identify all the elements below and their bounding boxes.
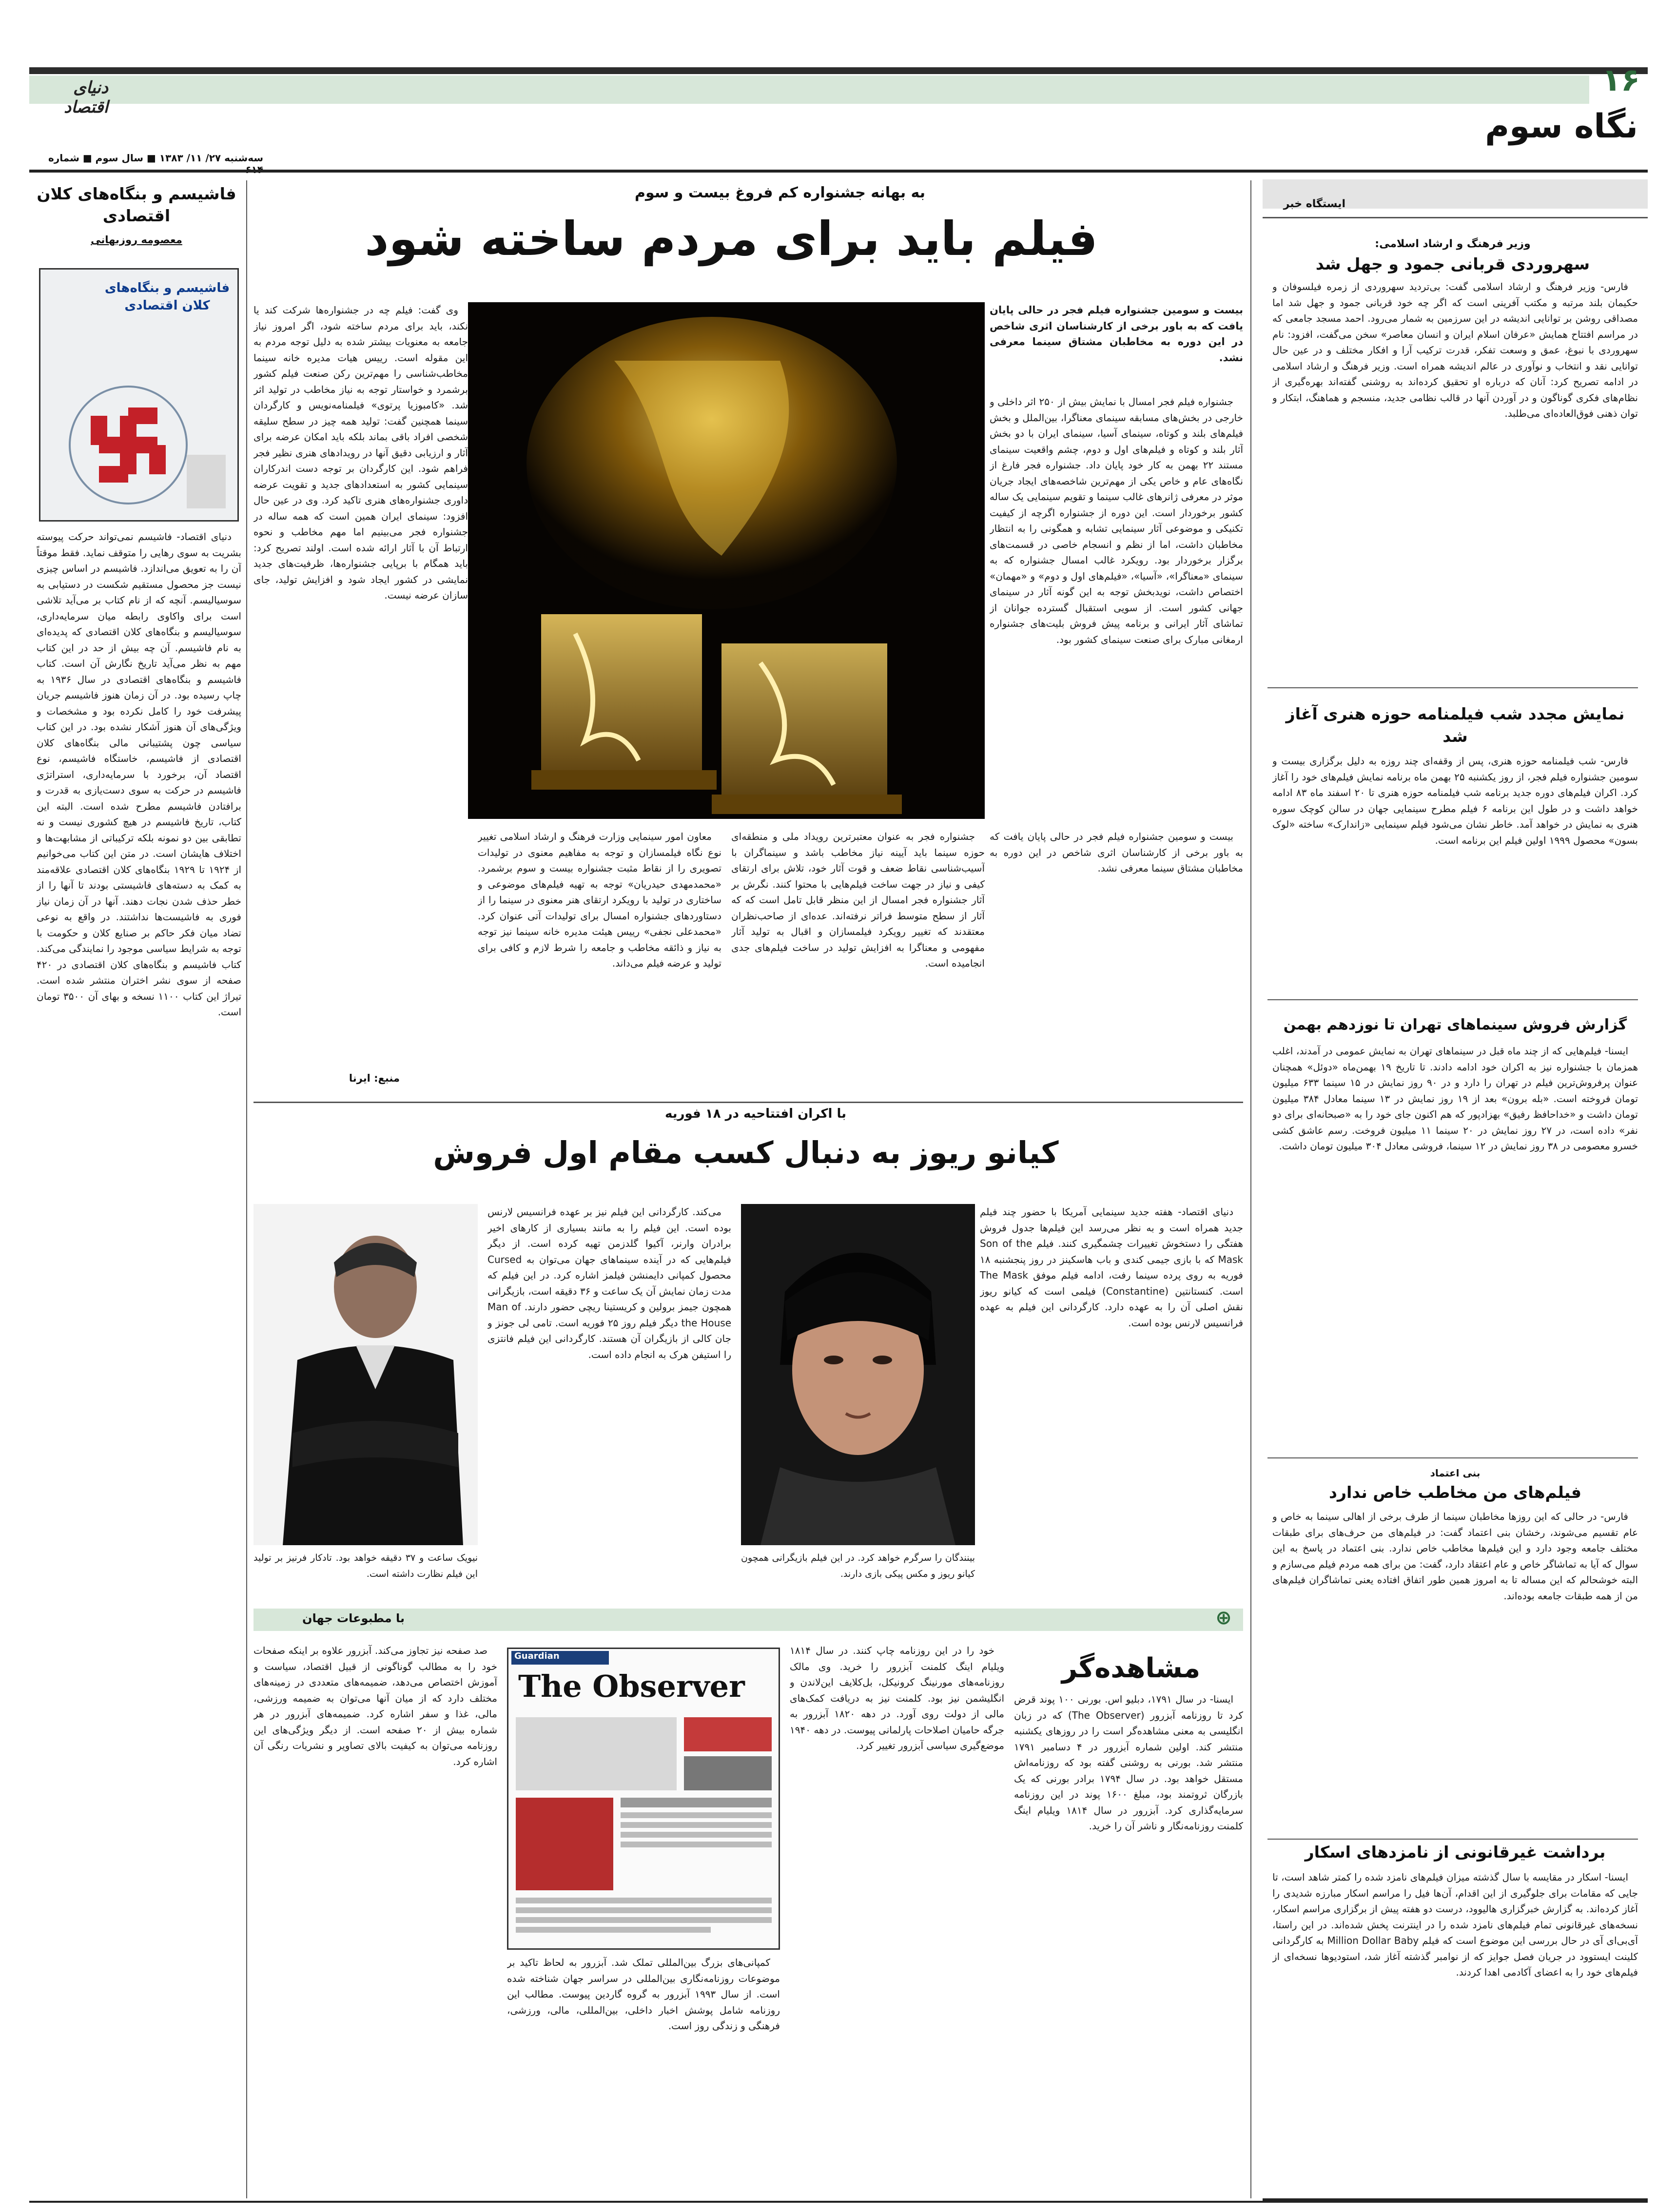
news-divider [1267,1457,1638,1458]
main-lead [990,302,1243,392]
crystal-simorgh-trophy-photo [468,302,985,819]
book-cover-title: فاشیسم و بنگاه‌های کلان اقتصادی [104,281,230,313]
world-col-1-text: ایسنا- در سال ۱۷۹۱، دبلیو اس. بورنی ۱۰۰ پوند قرض کرد تا روزنامه آبزرور (The Observer) که در زبان انگلیسی به معنی مشاهده‌گر است را در روزهای یکشنبه منتشر کند. اولین شماره آبزرور در ۴ دسامبر ۱۷۹۱ منتشر شد. بورنی به روشنی گفته بود که روزنامه‌اش مستقل خواهد بود. در سال ۱۷۹۴ برادر بورنی که یک بازرگان ثروتمند بود، مبلغ ۱۶۰۰ پوند در این روزنامه سرمایه‌گذاری کرد. آبزرور در سال ۱۸۱۴ ویلیام اینگ کلمنت روزنامه‌نگار و ناشر آن را خرید. [1014,1693,1243,1832]
tommy-photo [253,1204,478,1545]
caption-right [741,1550,975,1594]
news-paragraph: فارس- وزیر فرهنگ و ارشاد اسلامی گفت: بی‌تردید سهروردی از زمره فیلسوفان و حکیمان بلند مرتبه و مکتب آفرینی است که اگر چه خود قربانی جمود و جهل شد اما مصداقی روشن بر توانایی اندیشه در این سرزمین به شمار می‌رود. احمد مسجد جامعی که در مراسم افتتاح همایش «عرفان اسلام ایران و انسان معاصر» سخن می‌گفت، افزود: نام سهروردی با نبوغ، عمق و وسعت تفکر، قدرت ترکیب آرا و افکار مختلف و در عین حال توانایی نقد و انتخاب و نوآوری در عالم اندیشه همراه است. وزیر فرهنگ و ارشاد اسلامی در ادامه تصریح کرد: آنان که درباره او تحقیق کرده‌اند به روشنی گفته‌اند بهره‌گیری از نظام‌های فکری گوناگون و در آوردن آنها در قالب نظامی جدید، منسجم و هماهنگ، ابتکار و توان ذهنی فوق‌العاده‌ای می‌طلبد. [1272,281,1638,419]
world-col-1 [1014,1691,1243,2198]
observer-front-page [507,1648,780,1950]
news-kicker: وزیر فرهنگ و ارشاد اسلامی: [1375,238,1531,250]
column-separator [246,180,247,2198]
main-col-2-text: جشنواره فجر به عنوان معتبرترین رویداد ملی و منطقه‌ای حوزه سینما باید آیینه نیاز مخاطب باشد و سینماگران با آسیب‌شناسی نقاط ضعف و قوت آثار خود، تلاش برای ارتقای کیفی و نیاز در جهت ساخت فیلم‌هایی با محتوا کنند. نگرش بر آثار جشنواره فجر امسال از این منظر قابل تامل است که که آثار از سطح متوسط فراتر نرفته‌اند. عده‌ای از صاحب‌نظران معتقدند که تغییر رویکرد فیلمسازان و اقبال به تولید آثار مفهومی و معناگرا به افزایش تولید در ساخت فیلم‌های جدی انجامیده است. [731,831,985,969]
masthead-green-strip [29,76,1589,117]
news-paragraph: فارس- در حالی که این روزها مخاطبان سینما از طرف برخی از اهالی سینما به خاص و عام تقسیم می‌شوند، رخشان بنی اعتماد گفت: در فیلم‌های من حرف‌های برای طبقات مختلف جامعه وجود دارد و این فیلم‌ها مخاطب خاص ندارد. بنی اعتماد در پاسخ به این سوال که آیا به تماشاگر خاص و عام اعتقاد دارد، گفت: من برای همه مردم فیلم می‌سازم و البته خوشحالم که این مساله تا به امروز همین طور اتفاق افتاده یعنی تماشاگران فیلم‌های من از همه طبقات جامعه بوده‌اند. [1272,1511,1638,1602]
main-source: منبع: ایرنا [349,1072,400,1084]
column-separator [1250,180,1251,2198]
publication-logo: دنیای اقتصاد [64,78,108,117]
news-station-label: ایستگاه خبر [1283,198,1345,210]
main-kicker: به بهانه جشنواره کم فروغ بیست و سوم [635,184,925,201]
world-press-title: مشاهده‌گر [1061,1652,1201,1684]
book-cover [39,268,239,522]
main-col-1-continued: بیست و سومین جشنواره فیلم فجر در حالی پایان یافت که به باور برخی از کارشناسان اثری شاخص در این دوره به مخاطبان مشتاق سینما معرفی نشد. [990,831,1243,874]
second-headline: کیانو ریوز به دنبال کسب مقام اول فروش [433,1135,1059,1170]
keanu-reeves-portrait [741,1204,975,1545]
main-col-3 [478,829,721,1092]
news-paragraph: ایسنا- فیلم‌هایی که از چند ماه قبل در سینماهای تهران به نمایش عمومی در آمدند، اغلب همزمان با جشنواره نیز به اکران خود ادامه دادند. تا تاریخ ۱۹ بهمن‌ماه «دوئل» همچنان عنوان پرفروش‌ترین فیلم در تهران را دارد و در ۹۰ روز نمایش در ۱۵ سینما ۶۳۳ میلیون تومان فروخته است. «بله برون» بعد از ۱۹ روز نمایش در ۱۳ سینما معادل ۳۸۴ میلیون تومان داشت و «خداحافظ رفیق» بهزادپور که هم اکنون جای خود را به «صبحانه‌ای برای دو نفر» داده است، در ۲۷ روز نمایش در ۲۰ سینما ۱۱ میلیون فروخت. رسم عاشق کشی خسرو معصومی در ۳۸ روز نمایش در ۱۲ سینما، فروشی معادل ۳۰۴ میلیون تومان داشت. [1272,1045,1638,1152]
second-col-2 [487,1204,731,1604]
main-lead-text: بیست و سومین جشنواره فیلم فجر در حالی پایان یافت که به باور برخی از کارشناسان اثری شاخص در این دوره به مخاطبان مشتاق سینما معرفی نشد. [990,304,1243,364]
world-col-4 [253,1643,497,2198]
world-col-3 [507,1955,780,2198]
keanu-photo [741,1204,975,1545]
main-col-1 [990,394,1243,818]
left-column-body [37,529,241,2196]
main-col-2 [731,829,985,1092]
news-kicker: بنی اعتماد [1430,1467,1481,1479]
left-column-text: دنیای اقتصاد- فاشیسم نمی‌تواند حرکت پیوسته بشریت به سوی رهایی را متوقف نماید. فقط موقتاً آن را به تعویق می‌اندازد. فاشیسم در اساس چیزی نیست جز محصول مستقیم شکست در دستیابی به سوسیالیسم. آنچه که از نام کتاب بر می‌آید تلاشی است برای واکاوی رابطه میان سرمایه‌داری، سوسیالیسم و بنگاه‌های کلان اقتصادی که پدیده‌ای به نام فاشیسم. آن چه بیش از حد در این کتاب مهم به نظر می‌آید تاریخ نگارش آن است. کتاب فاشیسم و بنگاه‌های اقتصادی در سال ۱۹۳۶ به چاپ رسیده بود. در آن زمان هنوز فاشیسم جریان پیشرفت خود را کامل نکرده بود و مشخصات و ویژگی‌های آن هنوز آشکار نشده بود. در این کتاب سیاسی چون پشتیبانی مالی بنگاه‌های کلان اقتصادی از فاشیسم، خاستگاه فاشیسم، نوع اقتصاد آن، برخورد با سرمایه‌داری، استراتژی فاشیسم در حرکت به سوی دست‌یازی به قدرت و برافتادن فاشیسم مطرح شده است. البته این کتاب، تاریخ فاشیسم در هیچ کشوری نیست و نه تطابقی بین دو نمونه بلکه ترکیباتی از مشابهت‌ها و اختلاف هایشان است. در متن این کتاب می‌خوانیم از ۱۹۲۴ تا ۱۹۲۹ بنگاه‌های کلان اقتصادی علاقه‌مند به کمک به دسته‌های فاشیستی بودند تا آنها را از خطر حذف شدن نجات دهند. آنها در آن زمان نیاز فوری به فاشیست‌ها نداشتند. در واقع به نوعی تضاد میان فکر حاکم بر صنایع کلان و حکومت با توجه به شرایط سیاسی موجود را نمایندگی می‌کند. کتاب فاشیسم و بنگاه‌های کلان اقتصادی در ۴۲۰ صفحه از سوی نشر اختران منتشر شده است. تیراژ این کتاب ۱۱۰۰ نسخه و بهای آن ۳۵۰۰ تومان است. [37,531,241,1018]
main-col-1-text: جشنواره فیلم فجر امسال با نمایش بیش از ۲۵۰ اثر داخلی و خارجی در بخش‌های مسابقه سینمای معناگرا، بین‌الملل و بخش فیلم‌های بلند و کوتاه، سینمای آسیا، سینمای ایران با دو بخش آثار بلند و کوتاه و فیلم‌های اول و دوم، چشم واقعیت سینمای مستند ۲۲ بهمن به کار خود پایان داد. جشنواره فجر فارغ از نگاه‌های عام و خاص یکی از مهم‌ترین شاخصه‌های ایجاد جریان موثر در معرفی ژانرهای غالب سینما و تقویم سینمایی یک ساله کشور برخوردار است. این دوره از جشنواره اگرچه از کیفیت تکنیکی و موضوعی آثار سینمایی تشابه و همگونی را به انتظار مخاطبان داشت، اما از نظم و انسجام خاصی در قسمت‌های برگزار برخوردار بود. رویکرد غالب امسال جشنواره که به سینمای «معناگرا»، «آسیا»، «فیلم‌های اول و دوم» و «مهمان» اختصاص داشت، نویدبخش توجه به این گونه آثار در سینمای جهانی کشور است. از سویی استقبال گسترده جوانان از تماشای آثار ایرانی و برنامه پیش فروش بلیت‌های جشنواره ارمغانی مبارک برای صنعت سینمای کشور بود. [990,396,1243,645]
news-divider [1267,687,1638,688]
caption-right-text: بینندگان را سرگرم خواهد کرد. در این فیلم بازیگرانی همچون کیانو ریوز و مکس پیکی بازی دارند. [741,1552,975,1579]
news-station-top-rule [1263,217,1648,218]
news-headline: نمایش مجدد شب فیلمنامه حوزه هنری آغاز شد [1286,704,1625,746]
guardian-label: Guardian [511,1651,609,1665]
section-title: نگاه سوم [1485,107,1638,146]
news-body [1272,279,1638,679]
main-col-4-text: وی گفت: فیلم چه در جشنواره‌ها شرکت کند یا نکند، باید برای مردم ساخته شود، اگر امروز نیاز جامعه به معنویات بیشتر شده به دلیل توجه مردم به این مقوله است. رییس هیات مدیره خانه سینما مخاطب‌شناسی را مهم‌ترین رکن صنعت فیلم کشور برشمرد و خواستار توجه به نیاز مخاطب در تولید اثر شد. «کامبوزیا پرتوی» فیلمنامه‌نویس و کارگردان سینما همچنین گفت: تولید همه چیز در سطح سلیقه شخصی افراد باقی بماند بلکه باید امکان عرضه برای آثار و ارزیابی دقیق آنها در رویدادهای هنری نظیر فجر فراهم شود. این کارگردان بر توجه دست اندرکاران سینمایی کشور به استعدادهای جدید و تقویت عرضه داوری جشنواره‌های هنری تاکید کرد. وی در عین حال افزود: سینمای ایران همین است که همه ساله در جشنواره فجر می‌بینیم اما مهم مخاطب و نحوه ارتباط آن با آثار ارائه شده است. اولند تصریح کرد: باید همگام با برپایی جشنواره‌ها، ظرفیت‌های جدید نمایشی در کشور ایجاد شود و افزایش تولید، جای سازان عرضه نیست. [253,304,468,601]
tommy-lee-jones-portrait [253,1204,478,1545]
globe-icon: ⊕ [1215,1607,1232,1629]
news-divider [1267,1839,1638,1840]
news-headline: سهروردی قربانی جمود و جهل شد [1315,254,1590,273]
main-col-5 [990,829,1243,1092]
observer-masthead: The Observer [518,1669,745,1704]
news-body [1272,1869,1638,2191]
world-col-4-text: صد صفحه نیز تجاوز می‌کند. آبزرور علاوه بر اینکه صفحات خود را به مطالب گوناگونی از قبیل اقتصاد، سیاست و آموزش اختصاص می‌دهد، ضمیمه‌های متعددی در زمینه‌های مختلف دارد که از میان آنها می‌توان به ضمیمه ورزشی، مالی، غذا و سفر اشاره کرد. ضمیمه‌های آبزرور در هر شماره بیش از ۲۰ صفحه است. از دیگر ویژگی‌های این روزنامه می‌توان به کیفیت بالای تصاویر و نشریات رنگی آن اشاره کرد. [253,1645,497,1767]
left-column-author: معصومه روزبهانی [91,234,182,246]
news-body [1272,1043,1638,1453]
main-col-4 [253,302,468,1092]
festival-photo [468,302,985,819]
second-col-1 [980,1204,1243,1604]
observer-page-graphic [508,1712,779,1946]
world-col-2 [790,1643,1004,2198]
news-paragraph: فارس- شب فیلمنامه حوزه هنری، پس از وقفه‌ای چند روزه به دلیل برگزاری بیست و سومین جشنواره فیلم فجر، از روز یکشنبه ۲۵ بهمن ماه برنامه نمایش فیلم‌های خود را آغاز کرد. اکران فیلم‌های دوره جدید برنامه شب فیلمنامه حوزه هنری تا ۲۰ اسفند ماه ۸۳ ادامه خواهد داشت و در طول این برنامه ۶ فیلم مطرح سینمایی جهان در سالن کوچک سوره هنری به نمایش در خواهد آمد. خاطر نشان می‌شود فیلم سینمایی «زاندارک» ساخته «لوک بسون» محصول ۱۹۹۹ اولین فیلم این برنامه است. [1272,755,1638,846]
left-column-title: فاشیسم و بنگاه‌های کلان اقتصادی [37,184,236,225]
news-body [1272,753,1638,987]
news-divider [1267,999,1638,1000]
world-col-3-text: کمپانی‌های بزرگ بین‌المللی تملک شد. آبزرور به لحاظ تاکید بر موضوعات روزنامه‌نگاری بین‌المللی در سراسر جهان شناخته شده است. از سال ۱۹۹۳ آبزرور به گروه گاردین پیوست. مطالب این روزنامه شامل پوشش اخبار داخلی، بین‌المللی، مالی، ورزشی، فرهنگی و زندگی روز است. [507,1957,780,2032]
caption-left-text: نیویک ساعت و ۳۷ دقیقه خواهد بود. تادکار فرنیز بر تولید این فیلم نظارت داشته است. [253,1552,478,1579]
second-col-1-text: دنیای اقتصاد- هفته جدید سینمایی آمریکا با حضور چند فیلم جدید همراه است و به نظر می‌رسد این فیلم‌ها جدول فروش هفتگی را دستخوش تغییرات چشمگیری کنند. فیلم Son of the Mask که با بازی جیمی کندی و باب هاسکینز در روز پنجشنبه ۱۸ فوریه به روی پرده سینما رفت، ادامه فیلم موفق The Mask است. کنستانتین (Constantine) فیلمی است که کیانو ریوز نقش اصلی آن را به عهده دارد. کارگردانی این فیلم به عهده فرانسیس لارنس بوده است. [980,1206,1243,1329]
news-headline: فیلم‌های من مخاطب خاص ندارد [1329,1483,1581,1502]
masthead-bar [29,67,1648,74]
story-divider [253,1102,1243,1103]
world-press-label: با مطبوعات جهان [302,1611,405,1625]
dateline: سه‌شنبه ۲۷/ ۱۱/ ۱۳۸۳ ■ سال سوم ■ شماره [48,152,263,164]
caption-left [253,1550,478,1594]
second-col-2-text: می‌کند. کارگردانی این فیلم نیز بر عهده فرانسیس لارنس بوده است. این فیلم را به مانند بسیاری از کارهای اخیر برادران وارنر، آکیوا گلدزمن تهیه کرده است. از دیگر فیلم‌هایی که در آینده سینماهای جهان می‌توان به Cursed محصول کمپانی دایمنشن فیلمز اشاره کرد. در این فیلم که مدت زمان نمایش آن یک ساعت و ۳۶ دقیقه است، بازیگرانی همچون جیمز برولین و کریستینا ریچی حضور دارند. Man of the House دیگر فیلم روز ۲۵ فوریه است. تامی لی جونز و جان کالی از بازیگران آن هستند. کارگردانی این فیلم فانتزی را استیفن هرک به انجام داده است. [487,1206,731,1360]
news-paragraph: ایسنا- اسکار در مقایسه با سال گذشته میزان فیلم‌های نامزد شده را کمتر شاهد است، تا جایی که مقامات برای جلوگیری از این اقدام، آن‌ها فیل را مراسم اسکار مبارزه شدیدی را آغاز کرده‌اند. به گزارش خبرگزاری هالیوود، درست دو هفته پیش از برگزاری مراسم اسکار، نسخه‌های غیرقانونی تمام فیلم‌های نامزد شده را در اینترنت پخش شده‌اند. در این راستا، آی‌بی‌ای آی در حال بررسی این موضوع است که فیلم Million Dollar Baby به کارگردانی کلینت ایستوود در جریان فصل جوایز که از نوامبر گذشته آغاز شد، استودیوها نسخه‌ای از فیلم‌های خود را به اعضای آکادمی اهدا کردند. [1272,1871,1638,1978]
world-col-2-text: خود را در این روزنامه چاپ کنند. در سال ۱۸۱۴ ویلیام اینگ کلمنت آبزرور را خرید. وی مالک روزنامه‌های مورنینگ کرونیکل، بل‌کلایف این‌لاندن و انگلیشمن نیز بود. کلمنت نیز به دریافت کمک‌های مالی از دولت روی آورد. در دهه ۱۸۲۰ آبزرور به جرگه حامیان اصلاحات پارلمانی پیوست. در دهه ۱۹۴۰ موضع‌گیری سیاسی آبزرور تغییر کرد. [790,1645,1004,1751]
header-rule [29,170,1648,173]
news-headline: گزارش فروش سینماهای تهران تا نوزدهم بهمن [1283,1016,1627,1033]
news-body [1272,1509,1638,1835]
main-col-3-text: معاون امور سینمایی وزارت فرهنگ و ارشاد اسلامی تغییر نوع نگاه فیلمسازان و توجه به مفاهیم معنوی در تولیدات تصویری را از نقاط مثبت جشنواره بیست و سوم برشمرد. «محمدمهدی حیدریان» توجه به تهیه فیلم‌های موضوعی و ساختاری در تولید با رویکرد ارتقای هنر معنوی در سینما را از دستاوردهای جشنواره امسال برای تولیدات آتی عنوان کرد. «محمدعلی نجفی» رییس هیئت مدیره خانه سینما نیز توجه به نیاز و ذائقه مخاطب و جامعه را شرط لازم و کافی برای تولید و عرضه فیلم می‌داند. [478,831,721,969]
swastika-cover-graphic [45,367,235,518]
second-kicker: با اکران افتتاحیه در ۱۸ فوریه [664,1106,847,1121]
news-headline: برداشت غیرقانونی از نامزدهای اسکار [1305,1843,1606,1862]
main-headline: فیلم باید برای مردم ساخته شود [365,212,1098,266]
page-bottom-rule [29,2201,1648,2203]
page-number: ۱۶ [1601,62,1640,98]
